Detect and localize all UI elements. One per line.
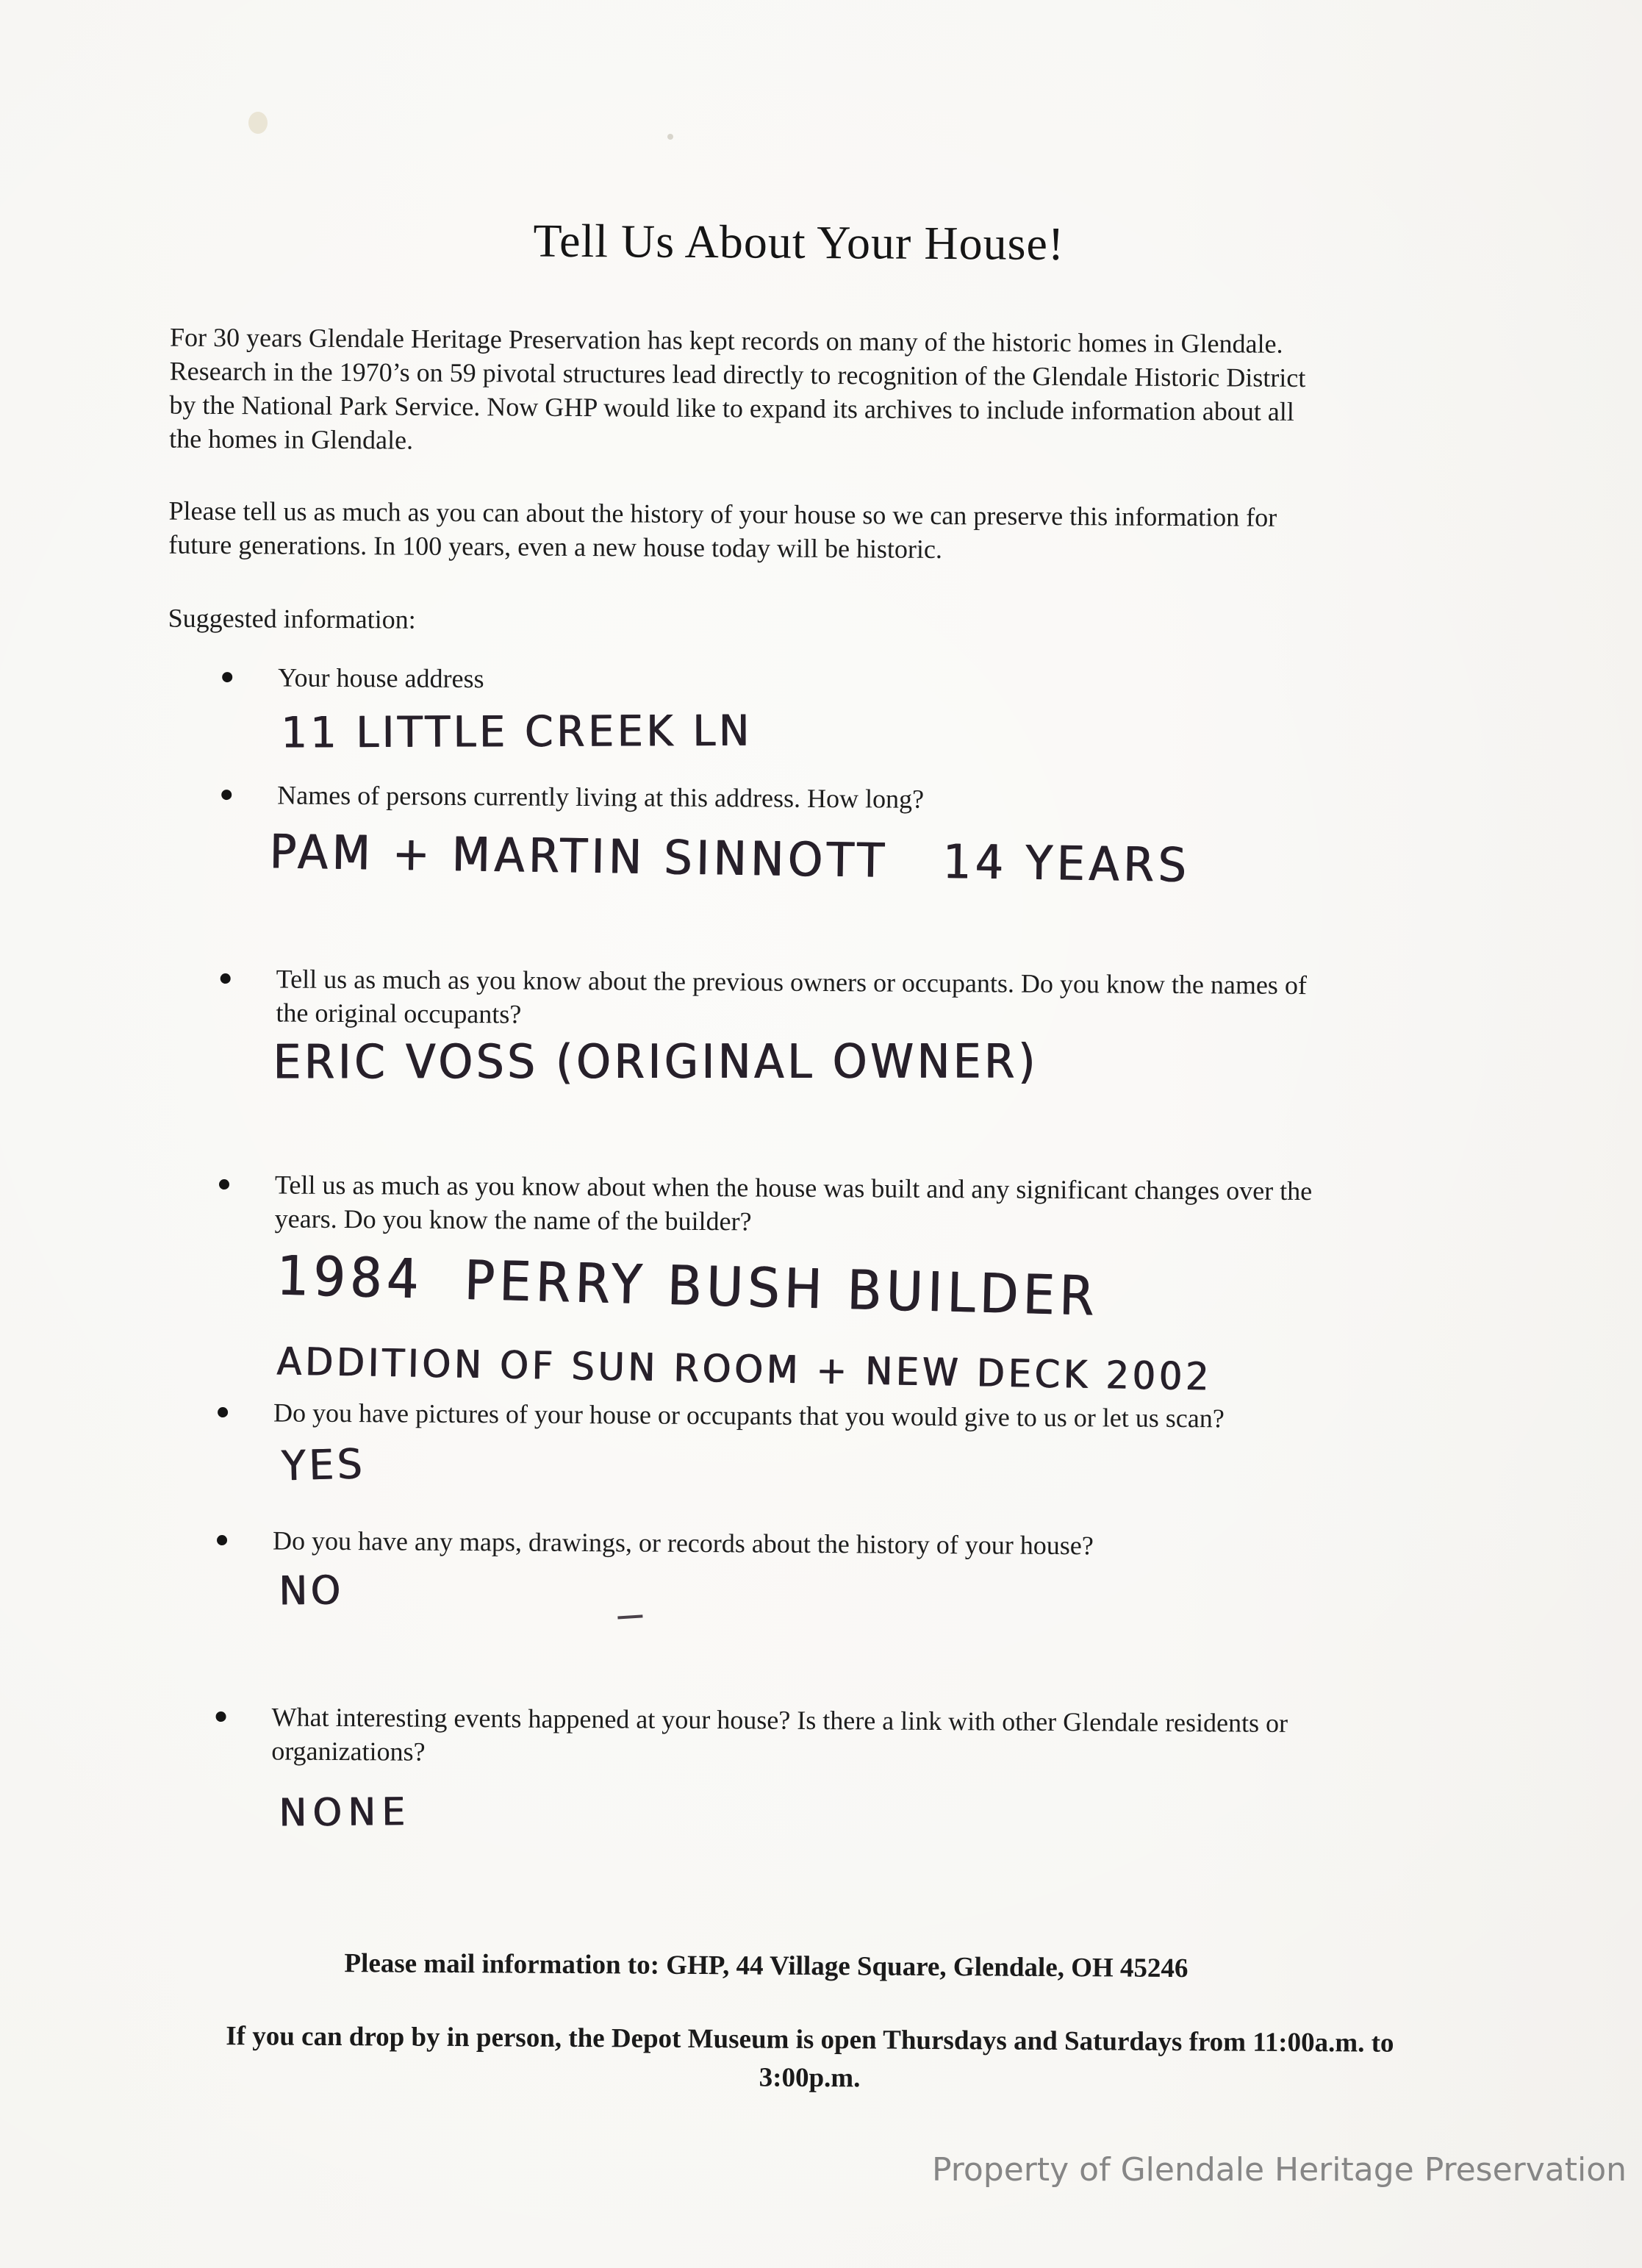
handwritten-answer-built-addition: ADDITION OF SUN ROOM + NEW DECK 2002	[276, 1339, 1213, 1400]
question-prompt: Tell us as much as you know about when the house was built and any significant changes over the years. Do you know the name of the builder?	[274, 1170, 1313, 1237]
mail-instruction: Please mail information to: GHP, 44 Village Square, Glendale, OH 45246	[344, 1948, 1189, 1984]
bullet-icon	[221, 973, 231, 984]
handwritten-answer-residents: PAM + MARTIN SINNOTT 14 YEARS	[268, 825, 1191, 894]
question-prompt: Do you have any maps, drawings, or records about the history of your house?	[272, 1525, 1094, 1561]
handwritten-answer-events: NONE	[278, 1790, 412, 1836]
question-prompt: Names of persons currently living at this address. How long?	[277, 780, 925, 814]
intro-paragraph-2: Please tell us as much as you can about the history of your house so we can preserve this information for future generations. In 100 years, even a new house today will be historic.	[168, 496, 1277, 565]
handwritten-answer-previous-owners: ERIC VOSS (ORIGINAL OWNER)	[273, 1034, 1039, 1090]
bullet-icon	[218, 1407, 228, 1417]
bullet-icon	[222, 672, 232, 682]
suggested-info-label: Suggested information:	[168, 603, 416, 634]
form-title: Tell Us About Your House!	[533, 214, 1065, 271]
question-item-address	[222, 660, 1508, 702]
bullet-icon	[217, 1535, 227, 1545]
stray-pen-mark	[617, 1614, 642, 1619]
watermark: Property of Glendale Heritage Preservation	[932, 2151, 1627, 2189]
handwritten-answer-pictures: YES	[280, 1440, 366, 1491]
handwritten-answer-address: 11 LITTLE CREEK LN	[280, 705, 753, 758]
question-item-built	[219, 1167, 1513, 1243]
handwritten-answer-built-year: 1984 PERRY BUSH BUILDER	[276, 1244, 1100, 1328]
question-item-events	[215, 1700, 1510, 1775]
bullet-icon	[219, 1179, 229, 1190]
question-prompt: Your house address	[278, 662, 484, 694]
handwritten-answer-maps: NO	[278, 1567, 344, 1614]
intro-paragraph-1: For 30 years Glendale Heritage Preservation has kept records on many of the historic homes in Glendale. Research in the 1970’s on 59 pivotal structures lead directly to recognition of the Glendale Historic District by the National Park Service. Now GHP would like to expand its archives to include information about all the homes in Glendale.	[169, 322, 1306, 455]
question-item-residents	[221, 778, 1507, 820]
question-item-maps	[217, 1523, 1510, 1565]
question-item-previous-owners	[220, 962, 1514, 1037]
question-item-pictures	[218, 1395, 1511, 1437]
visit-instruction: If you can drop by in person, the Depot Museum is open Thursdays and Saturdays from 11:00a.m. to 3:00p.m.	[226, 2021, 1394, 2094]
question-prompt: Tell us as much as you know about the previous owners or occupants. Do you know the names of the original occupants?	[276, 964, 1308, 1029]
bullet-icon	[216, 1711, 226, 1722]
bullet-icon	[221, 790, 232, 800]
question-prompt: Do you have pictures of your house or occupants that you would give to us or let us scan?	[273, 1398, 1225, 1434]
question-prompt: What interesting events happened at your house? Is there a link with other Glendale residents or organizations?	[271, 1702, 1288, 1767]
